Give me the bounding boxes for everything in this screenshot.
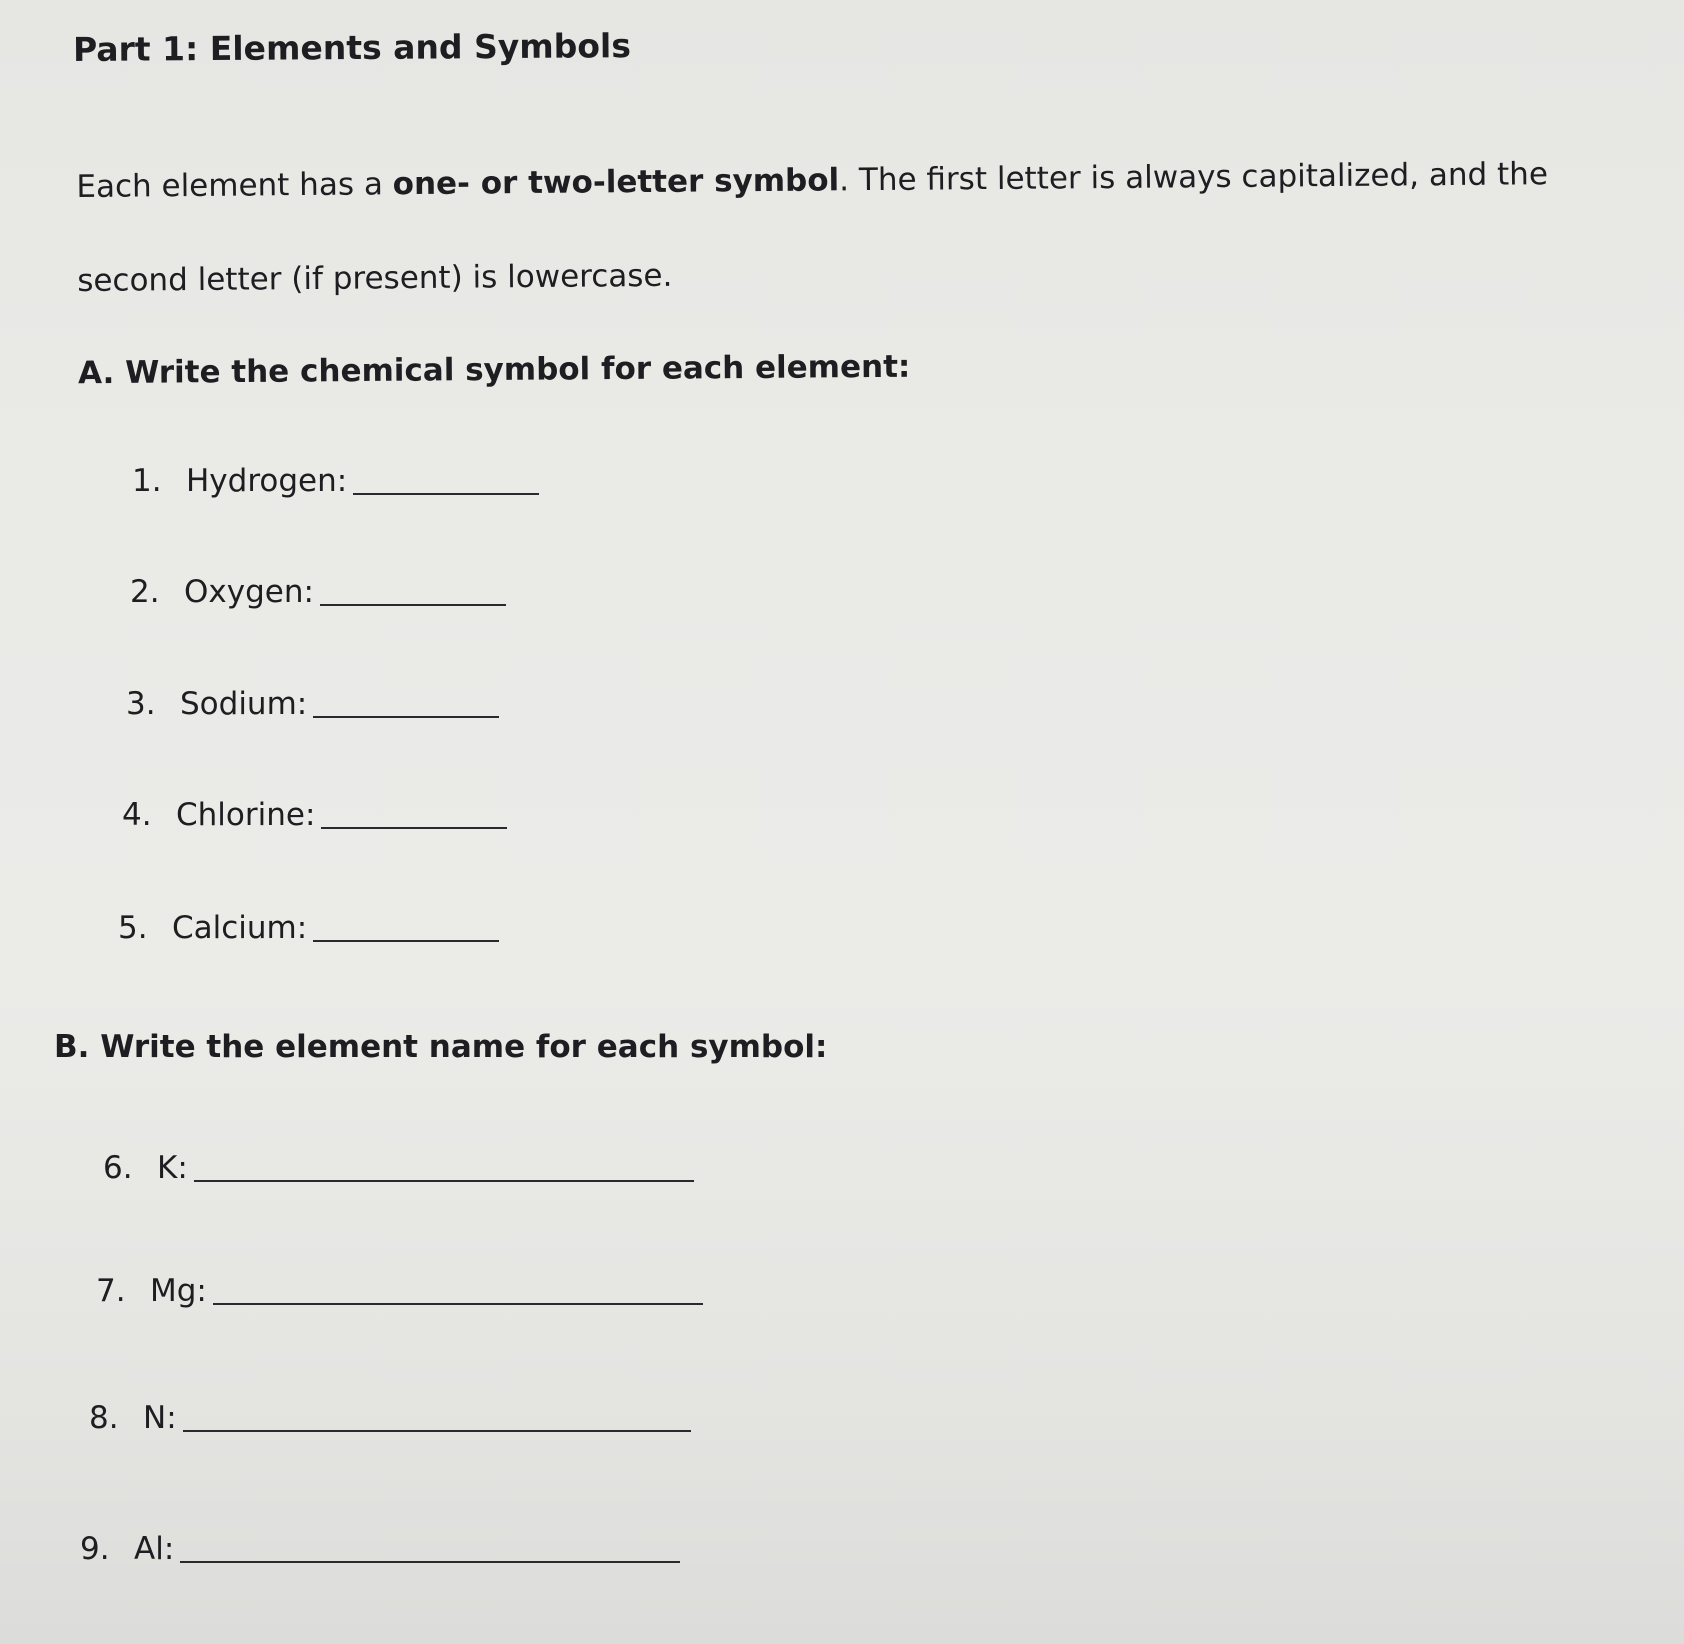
answer-blank[interactable] (353, 467, 539, 495)
intro-text-bold: one- or two-letter symbol (392, 162, 840, 203)
question-label: Al: (134, 1531, 175, 1567)
question-number: 6. (103, 1150, 133, 1186)
question-6 (103, 1150, 694, 1186)
question-number: 5. (118, 910, 148, 946)
question-number: 3. (126, 686, 156, 722)
question-8 (89, 1400, 691, 1436)
section-a-heading: A. Write the chemical symbol for each element: (77, 348, 911, 392)
answer-blank[interactable] (194, 1154, 694, 1182)
question-number: 4. (122, 797, 152, 833)
question-4 (122, 797, 507, 833)
question-2 (130, 574, 506, 610)
question-label: Oxygen: (184, 574, 314, 610)
question-number: 9. (80, 1531, 110, 1567)
intro-paragraph (76, 126, 1658, 328)
question-3 (126, 686, 499, 722)
answer-blank[interactable] (183, 1404, 691, 1432)
intro-text-after: . The first letter is always capitalized, and the second letter (if present) is lowercase. (77, 156, 1549, 299)
question-label: K: (157, 1150, 188, 1186)
section-b-heading: B. Write the element name for each symbol: (54, 1029, 828, 1065)
question-label: Sodium: (180, 686, 308, 722)
answer-blank[interactable] (313, 914, 499, 942)
page-title: Part 1: Elements and Symbols (72, 26, 632, 69)
question-9 (80, 1531, 680, 1567)
answer-blank[interactable] (213, 1277, 703, 1305)
answer-blank[interactable] (321, 801, 507, 829)
answer-blank[interactable] (180, 1535, 680, 1563)
question-5 (118, 910, 499, 946)
question-label: Mg: (150, 1273, 207, 1309)
question-number: 7. (96, 1273, 126, 1309)
answer-blank[interactable] (320, 578, 506, 606)
answer-blank[interactable] (313, 690, 499, 718)
intro-text-before: Each element has a (76, 166, 393, 205)
question-7 (96, 1273, 703, 1309)
question-label: Hydrogen: (186, 463, 348, 499)
question-number: 1. (132, 463, 162, 499)
question-label: Chlorine: (176, 797, 316, 833)
question-label: Calcium: (172, 910, 308, 946)
question-label: N: (143, 1400, 177, 1436)
question-1 (132, 463, 539, 499)
question-number: 8. (89, 1400, 119, 1436)
question-number: 2. (130, 574, 160, 610)
